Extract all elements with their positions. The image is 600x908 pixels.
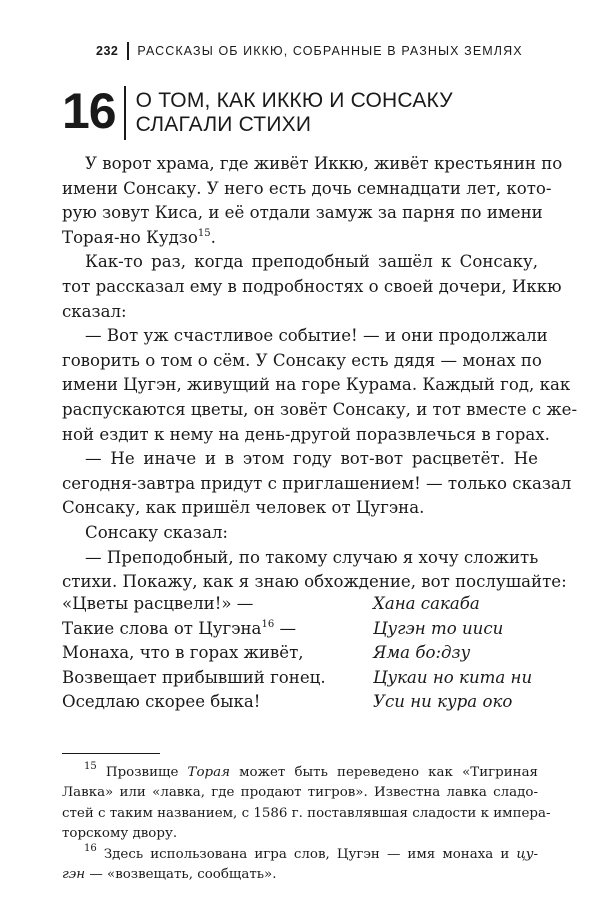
- poem-line-russian: «Цветы расцвели!» —: [62, 594, 254, 613]
- text-line: Сонсаку, как пришёл человек от Цугэна.: [62, 498, 425, 518]
- text-line: рую зовут Киса, и её отдали замуж за парня по имени: [62, 203, 543, 223]
- text-line: сказал:: [62, 301, 127, 321]
- text-fragment: Прозвище: [96, 765, 188, 780]
- text-fragment: —: [274, 618, 297, 638]
- poem-line-russian: Монаха, что в горах живёт,: [62, 643, 304, 663]
- text-line: Лавка» или «лавка, где продают тигров». Известна лавка сладо-: [62, 785, 538, 801]
- text-line: говорить о том о сём. У Сонсаку есть дядя — монах по: [62, 350, 542, 370]
- chapter-number: 16: [62, 83, 116, 139]
- text-fragment: Здесь использована игра слов, Цугэн — имя монаха и: [96, 846, 517, 862]
- text-line: ной ездит к нему на день-другой поразвлечься в горах.: [62, 424, 550, 444]
- text-line: У ворот храма, где живёт Иккю, живёт крестьянин по: [85, 154, 563, 173]
- text-line: сегодня-завтра придут с приглашением! — только сказал: [62, 473, 572, 493]
- chapter-divider: [124, 86, 126, 140]
- text-line: имени Сонсаку. У него есть дочь семнадцати лет, кото-: [62, 178, 552, 198]
- text-fragment: цу-: [516, 846, 538, 862]
- chapter-title: [136, 89, 453, 137]
- poem-row: [62, 617, 538, 642]
- body-text: [62, 152, 578, 595]
- text-fragment: гэн: [62, 867, 86, 883]
- running-head: [96, 40, 536, 62]
- poem-row: [62, 690, 538, 715]
- poem-row: [62, 641, 538, 666]
- poem-line-russian: [62, 617, 296, 642]
- poem-line-japanese: Яма бо:дзу: [373, 643, 471, 663]
- poem-line-japanese: Хана сакаба: [373, 594, 480, 613]
- footnote-16: [62, 842, 538, 865]
- book-title: РАССКАЗЫ ОБ ИККЮ, СОБРАННЫЕ В РАЗНЫХ ЗЕМЛЯХ: [137, 44, 523, 58]
- poem-line-japanese: Цугэн то ииси: [373, 618, 504, 638]
- text-line: Как-то раз, когда преподобный зашёл к Сонсаку,: [85, 252, 538, 272]
- poem-line-russian: Возвещает прибывший гонец.: [62, 667, 326, 687]
- text-line: тот рассказал ему в подробностях о своей дочери, Иккю: [62, 276, 562, 296]
- footnotes: [62, 761, 551, 885]
- text-line: Сонсаку сказал:: [85, 522, 228, 542]
- chapter-title-line: СЛАГАЛИ СТИХИ: [135, 113, 312, 136]
- footnote-number: 15: [84, 761, 97, 772]
- poem: [62, 592, 538, 715]
- chapter-heading: [62, 84, 453, 140]
- text-line: стей с таким названием, с 1586 г. поставлявшая сладости к импера-: [62, 805, 551, 821]
- poem-row: [62, 666, 538, 691]
- poem-line-japanese: Цукаи но кита ни: [373, 667, 533, 687]
- footnote-ref-16: 16: [261, 618, 275, 630]
- footnote-ref-15: 15: [197, 227, 211, 239]
- text-line: — Вот уж счастливое событие! — и они продолжали: [85, 326, 548, 346]
- footnote-rule: [62, 753, 160, 754]
- text-line: Торая-но Кудзо$^{15}$.: [62, 227, 216, 247]
- text-line: — Преподобный, по такому случаю я хочу сложить: [85, 547, 539, 567]
- poem-line-japanese: Уси ни кура око: [373, 692, 513, 712]
- text-line: стихи. Покажу, как я знаю обхождение, вот послушайте:: [62, 572, 567, 592]
- footnote-number: 16: [84, 842, 97, 854]
- text-line: имени Цугэн, живущий на горе Курама. Каждый год, как: [62, 375, 571, 395]
- running-head-divider: [127, 42, 129, 60]
- text-fragment: Торая-но Кудзо: [62, 227, 198, 247]
- text-line: [62, 865, 538, 885]
- page-number: 232: [96, 44, 119, 58]
- poem-row: [62, 592, 538, 617]
- text-fragment: — «возвещать, сообщать».: [85, 867, 277, 883]
- poem-line-russian: Оседлаю скорее быка!: [62, 692, 261, 712]
- footnote-15: [62, 763, 538, 783]
- text-fragment: может быть переведено как «Тигриная: [229, 765, 538, 780]
- text-fragment: Такие слова от Цугэна: [62, 618, 262, 638]
- text-line: — Не иначе и в этом году вот-вот расцветёт. Не: [85, 449, 538, 469]
- chapter-title-line: О ТОМ, КАК ИККЮ И СОНСАКУ: [135, 89, 453, 112]
- text-line: распускаются цветы, он зовёт Сонсаку, и тот вместе с же-: [62, 399, 578, 419]
- text-fragment: Торая: [187, 765, 230, 780]
- text-line: торскому двору.: [62, 826, 178, 842]
